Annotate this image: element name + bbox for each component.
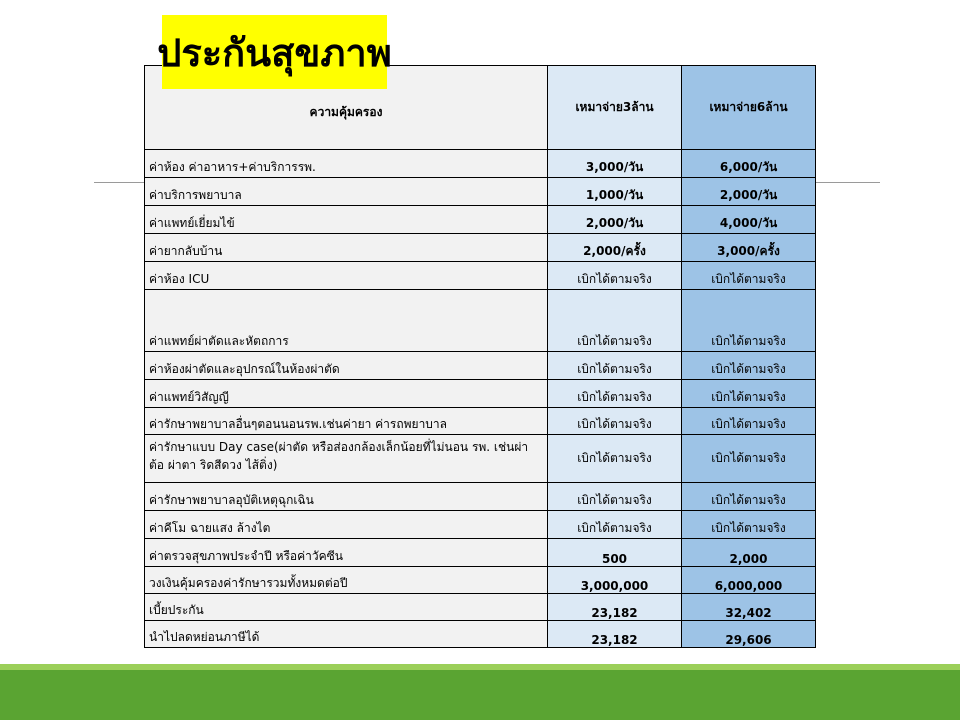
row-plan-6m: 2,000/วัน xyxy=(682,178,816,206)
row-plan-6m: เบิกได้ตามจริง xyxy=(682,483,816,511)
title-highlight xyxy=(157,15,392,89)
header-coverage: ความคุ้มครอง xyxy=(145,66,548,150)
row-label: ค่าแพทย์วิสัญญี xyxy=(145,380,548,408)
row-label: ค่ารักษาพยาบาลอื่นๆตอนนอนรพ.เช่นค่ายา ค่ารถพยาบาล xyxy=(145,408,548,435)
row-plan-3m: 500 xyxy=(548,539,682,567)
row-label: ค่าบริการพยาบาล xyxy=(145,178,548,206)
row-label: เบี้ยประกัน xyxy=(145,594,548,621)
row-plan-3m: เบิกได้ตามจริง xyxy=(548,262,682,290)
coverage-table xyxy=(144,65,816,648)
table-row xyxy=(145,483,816,511)
row-plan-3m: เบิกได้ตามจริง xyxy=(548,408,682,435)
table-row xyxy=(145,435,816,483)
row-label: ค่าตรวจสุขภาพประจำปี หรือค่าวัคซีน xyxy=(145,539,548,567)
footer-bar-dark xyxy=(0,670,960,720)
table-row xyxy=(145,206,816,234)
row-plan-3m: เบิกได้ตามจริง xyxy=(548,380,682,408)
table-row xyxy=(145,262,816,290)
row-plan-6m: 4,000/วัน xyxy=(682,206,816,234)
table-row xyxy=(145,408,816,435)
row-plan-3m: เบิกได้ตามจริง xyxy=(548,352,682,380)
row-plan-6m: 2,000 xyxy=(682,539,816,567)
table-row xyxy=(145,150,816,178)
table-row xyxy=(145,539,816,567)
row-plan-6m: เบิกได้ตามจริง xyxy=(682,290,816,352)
table-row xyxy=(145,511,816,539)
table-row xyxy=(145,594,816,621)
table-row xyxy=(145,178,816,206)
row-label: ค่าคีโม ฉายแสง ล้างไต xyxy=(145,511,548,539)
header-plan-3m: เหมาจ่าย3ล้าน xyxy=(548,66,682,150)
table-row xyxy=(145,234,816,262)
row-plan-3m: เบิกได้ตามจริง xyxy=(548,435,682,483)
row-label: วงเงินคุ้มครองค่ารักษารวมทั้งหมดต่อปี xyxy=(145,567,548,594)
row-label: นำไปลดหย่อนภาษีได้ xyxy=(145,621,548,648)
row-plan-3m: 2,000/ครั้ง xyxy=(548,234,682,262)
table-row xyxy=(145,352,816,380)
row-plan-3m: 2,000/วัน xyxy=(548,206,682,234)
row-plan-3m: เบิกได้ตามจริง xyxy=(548,290,682,352)
row-plan-6m: เบิกได้ตามจริง xyxy=(682,380,816,408)
row-plan-3m: 3,000/วัน xyxy=(548,150,682,178)
row-plan-6m: 29,606 xyxy=(682,621,816,648)
row-label: ค่าห้อง ค่าอาหาร+ค่าบริการรพ. xyxy=(145,150,548,178)
row-plan-6m: 3,000/ครั้ง xyxy=(682,234,816,262)
row-label: ค่ายากลับบ้าน xyxy=(145,234,548,262)
row-plan-6m: เบิกได้ตามจริง xyxy=(682,435,816,483)
row-plan-3m: 23,182 xyxy=(548,621,682,648)
row-plan-6m: เบิกได้ตามจริง xyxy=(682,511,816,539)
header-plan-6m: เหมาจ่าย6ล้าน xyxy=(682,66,816,150)
row-label: ค่าห้อง ICU xyxy=(145,262,548,290)
page-title: ประกันสุขภาพ xyxy=(157,30,392,75)
row-label: ค่ารักษาพยาบาลอุบัติเหตุฉุกเฉิน xyxy=(145,483,548,511)
row-label: ค่ารักษาแบบ Day case(ผ่าตัด หรือส่องกล้องเล็กน้อยที่ไม่นอน รพ. เช่นผ่าต้อ ผ่าตา ริดสีดวง ไส้ติ่ง) xyxy=(145,435,548,483)
table-row xyxy=(145,567,816,594)
row-label: ค่าแพทย์เยี่ยมไข้ xyxy=(145,206,548,234)
row-plan-3m: เบิกได้ตามจริง xyxy=(548,483,682,511)
row-plan-6m: เบิกได้ตามจริง xyxy=(682,352,816,380)
table-row xyxy=(145,380,816,408)
row-plan-6m: 6,000/วัน xyxy=(682,150,816,178)
row-plan-6m: เบิกได้ตามจริง xyxy=(682,408,816,435)
row-plan-6m: เบิกได้ตามจริง xyxy=(682,262,816,290)
row-plan-3m: 1,000/วัน xyxy=(548,178,682,206)
row-plan-6m: 6,000,000 xyxy=(682,567,816,594)
row-plan-6m: 32,402 xyxy=(682,594,816,621)
table-row xyxy=(145,621,816,648)
table-row xyxy=(145,290,816,352)
row-plan-3m: เบิกได้ตามจริง xyxy=(548,511,682,539)
row-plan-3m: 3,000,000 xyxy=(548,567,682,594)
row-label: ค่าห้องผ่าตัดและอุปกรณ์ในห้องผ่าตัด xyxy=(145,352,548,380)
row-label: ค่าแพทย์ผ่าตัดและหัตถการ xyxy=(145,290,548,352)
row-plan-3m: 23,182 xyxy=(548,594,682,621)
